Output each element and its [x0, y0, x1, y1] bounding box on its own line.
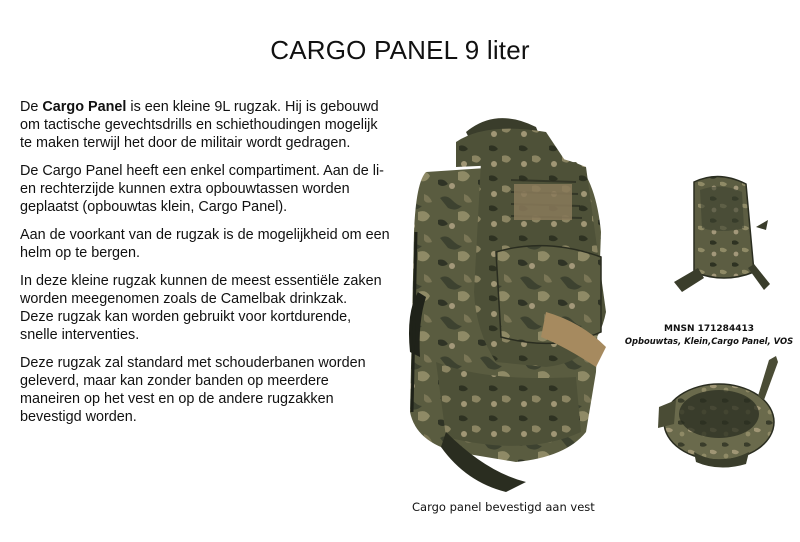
paragraph-essentials: [20, 272, 390, 308]
pouch-open-illustration: [654, 352, 794, 472]
description-text: [20, 98, 390, 436]
main-photo-caption: Cargo panel bevestigd aan vest: [412, 500, 595, 514]
intro-rest: is een kleine 9L rugzak. Hij is gebouwd om tactische gevechtsdrills en schiethoudingen mogelijk te maken terwijl het door de militair wordt gedragen.: [20, 99, 379, 151]
nsn-description: Opbouwtas, Klein,Cargo Panel, VOS: [624, 336, 794, 346]
paragraph-intro: [20, 98, 390, 152]
pouch-front-photo: [664, 172, 774, 302]
page-title: CARGO PANEL 9 liter: [270, 35, 530, 65]
paragraph-helmet: Aan de voorkant van de rugzak is de mogelijkheid om een helm op te bergen.: [20, 227, 390, 261]
pouch-open-photo: [654, 352, 794, 472]
paragraph-compartment: De Cargo Panel heeft een enkel compartiment. Aan de li- en rechterzijde kunnen extra opbouwtassen worden geplaatst (opbouwtas klein, Cargo Panel).: [20, 163, 384, 215]
vest-backpack-photo: [396, 112, 626, 492]
pouch-front-illustration: [664, 172, 774, 302]
intro-prefix: De: [20, 99, 43, 115]
paragraph-usage: Deze rugzak kan worden gebruikt voor kortdurende, snelle interventies.: [20, 309, 352, 343]
vest-backpack-illustration: [396, 112, 626, 492]
nsn-label: [618, 324, 800, 346]
intro-product-name: Cargo Panel: [42, 99, 127, 115]
nsn-number: MNSN 171284413: [664, 324, 754, 334]
essentials-text: In deze kleine rugzak kunnen de meest essentiële zaken worden meegenomen zoals de Camelbak drinkzak.: [20, 273, 382, 307]
paragraph-straps: Deze rugzak zal standard met schouderbanen worden geleverd, maar kan zonder banden op meerdere maneiren op het vest en op de andere rugzakken bevestigd worden.: [20, 355, 366, 425]
